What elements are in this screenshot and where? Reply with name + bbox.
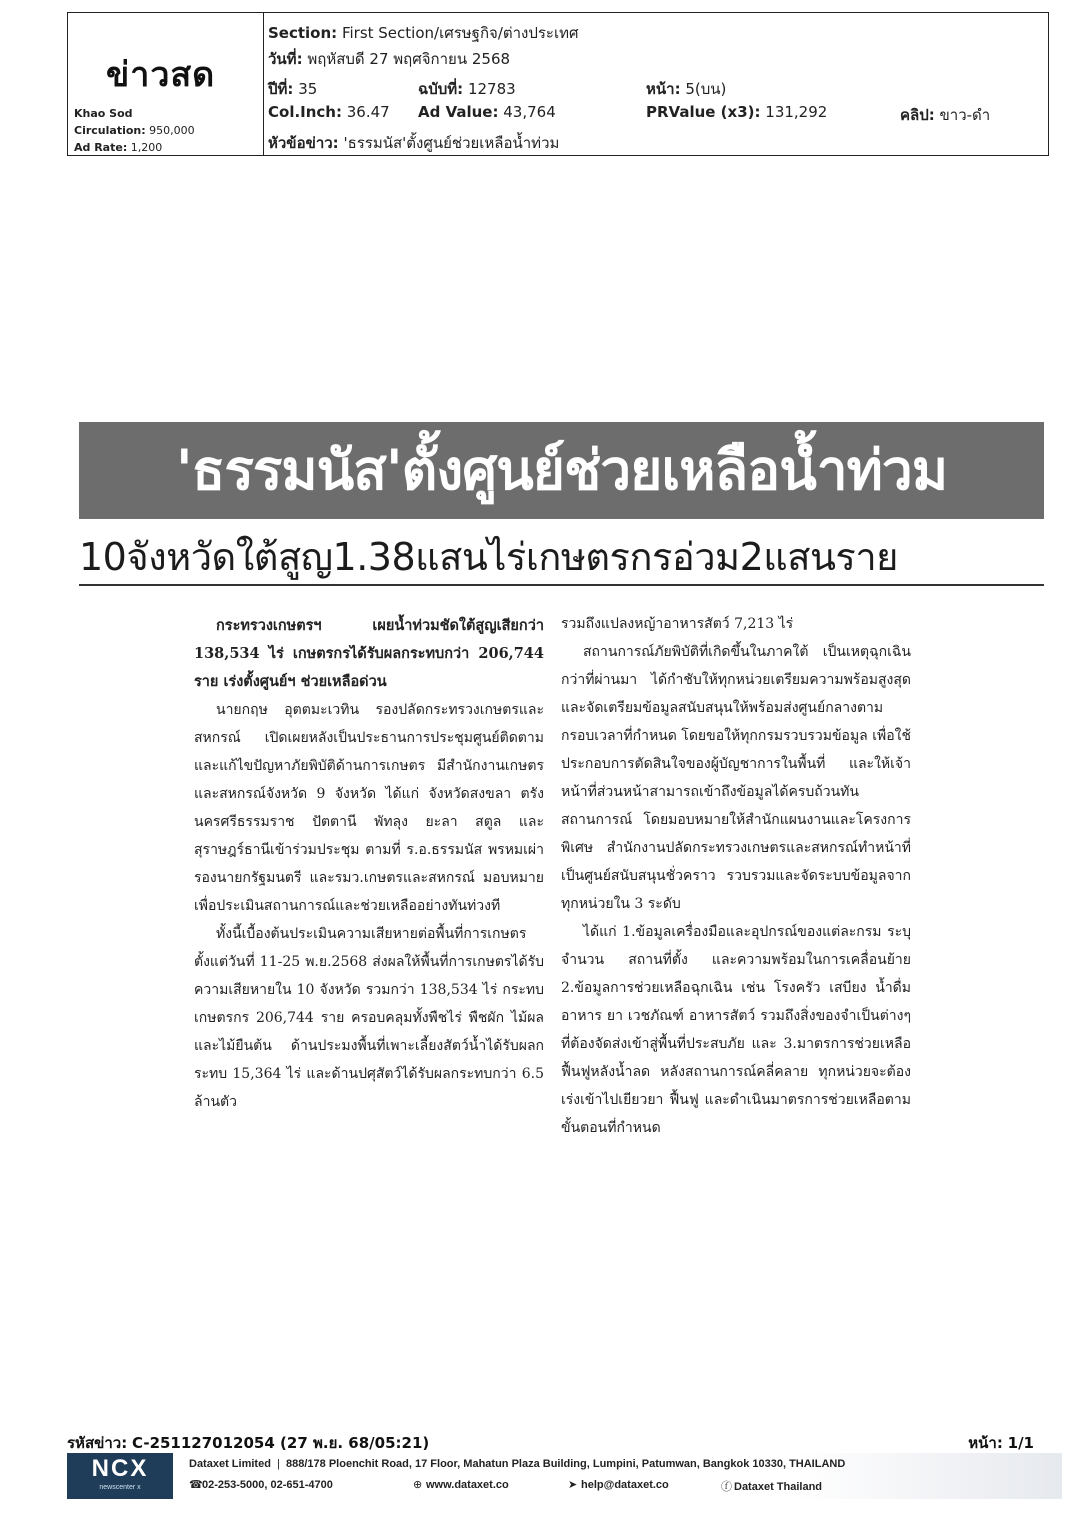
publication-logo: ข่าวสด bbox=[106, 55, 216, 95]
pr-value: PRValue (x3): 131,292 bbox=[646, 103, 828, 121]
page-count: หน้า: 1/1 bbox=[968, 1434, 1034, 1452]
clipping-details bbox=[268, 13, 1048, 155]
ad-value: Ad Value: 43,764 bbox=[418, 103, 556, 121]
phone-icon: ☎ bbox=[189, 1479, 203, 1491]
facebook-icon: ⓕ bbox=[721, 1481, 732, 1493]
article-column-right bbox=[561, 610, 911, 1142]
article-lead: กระทรวงเกษตรฯ เผยน้ำท่วมชัดใต้สูญเสียกว่า 138,534 ไร่ เกษตรกรได้รับผลกระทบกว่า 206,744 ราย เร่งตั้งศูนย์ฯ ช่วยเหลือด่วน bbox=[194, 617, 544, 690]
page-number: หน้า: 5(บน) bbox=[646, 80, 727, 98]
footer-bar bbox=[67, 1453, 1062, 1499]
article-column-left bbox=[194, 612, 544, 1116]
circulation: Circulation: 950,000 bbox=[74, 124, 195, 137]
clip-type: คลิป: ขาว-ดำ bbox=[900, 106, 991, 124]
article-paragraph: รวมถึงแปลงหญ้าอาหารสัตว์ 7,213 ไร่ bbox=[561, 616, 794, 632]
phone[interactable]: ☎02-253-5000, 02-651-4700 bbox=[189, 1479, 333, 1491]
article-paragraph: ทั้งนี้เบื้องต้นประเมินความเสียหายต่อพื้นที่การเกษตร ตั้งแต่วันที่ 11-25 พ.ย.2568 ส่งผลให้พื้นที่การเกษตรได้รับความเสียหายใน 10 จังหวัด รวมกว่า 138,534 ไร่ กระทบเกษตรกร 206,744 ราย ครอบคลุมทั้งพืชไร่ พืชผัก ไม้ผล และไม้ยืนต้น ด้านประมงพื้นที่เพาะเลี้ยงสัตว์น้ำได้รับผลกระทบ 15,364 ไร่ และด้านปศุสัตว์ได้รับผลกระทบกว่า 6.5 ล้านตัว bbox=[194, 926, 544, 1110]
publication-name: Khao Sod bbox=[74, 107, 133, 120]
globe-icon: ⊕ bbox=[413, 1479, 423, 1491]
email-link[interactable]: ➤ help@dataxet.co bbox=[568, 1479, 669, 1491]
date: วันที่: พฤหัสบดี 27 พฤศจิกายน 2568 bbox=[268, 50, 511, 68]
article-paragraph: สถานการณ์ภัยพิบัติที่เกิดขึ้นในภาคใต้ เป็นเหตุฉุกเฉินกว่าที่ผ่านมา ได้กำชับให้ทุกหน่วยเตรียมความพร้อมสูงสุด และจัดเตรียมข้อมูลสนับสนุนให้พร้อมส่งศูนย์กลางตามกรอบเวลาที่กำหนด โดยขอให้ทุกกรมรวบรวมข้อมูล เพื่อใช้ประกอบการตัดสินใจของผู้บัญชาการในพื้นที่ และให้เจ้าหน้าที่ส่วนหน้าสามารถเข้าถึงข้อมูลได้ครบถ้วนทันสถานการณ์ โดยมอบหมายให้สำนักแผนงานและโครงการพิเศษ สำนักงานปลัดกระทรวงเกษตรและสหกรณ์ทำหน้าที่เป็นศูนย์สนับสนุนชั่วคราว รวบรวมและจัดระบบข้อมูลจากทุกหน่วยใน 3 ระดับ bbox=[561, 644, 911, 912]
company-address: Dataxet Limited | 888/178 Ploenchit Road, 17 Floor, Mahatun Plaza Building, Lumpini, Patumwan, Bangkok 10330, THAILAND bbox=[189, 1458, 846, 1470]
year: ปีที่: 35 bbox=[268, 80, 318, 98]
article-subheadline: 10จังหวัดใต้สูญ1.38แสนไร่เกษตรกรอ่วม2แสนราย bbox=[79, 530, 1044, 586]
send-icon: ➤ bbox=[568, 1479, 578, 1491]
article-paragraph: ได้แก่ 1.ข้อมูลเครื่องมือและอุปกรณ์ของแต่ละกรม ระบุจำนวน สถานที่ตั้ง และความพร้อมในการเคลื่อนย้าย 2.ข้อมูลการช่วยเหลือฉุกเฉิน เช่น โรงครัว เสบียง น้ำดื่ม อาหาร ยา เวชภัณฑ์ อาหารสัตว์ รวมถึงสิ่งของจำเป็นต่างๆ ที่ต้องจัดส่งเข้าสู่พื้นที่ประสบภัย และ 3.มาตรการช่วยเหลือฟื้นฟูหลังน้ำลด หลังสถานการณ์คลี่คลาย ทุกหน่วยจะต้องเร่งเข้าไปเยียวยา ฟื้นฟู และดำเนินมาตรการช่วยเหลือตามขั้นตอนที่กำหนด bbox=[561, 924, 911, 1136]
publication-panel bbox=[68, 13, 264, 155]
facebook-link[interactable]: ⓕ Dataxet Thailand bbox=[721, 1478, 822, 1494]
section: Section: First Section/เศรษฐกิจ/ต่างประเทศ bbox=[268, 24, 579, 42]
news-code: รหัสข่าว: C-251127012054 (27 พ.ย. 68/05:21) bbox=[67, 1434, 430, 1452]
clipping-header bbox=[67, 12, 1049, 156]
headline-summary: หัวข้อข่าว: 'ธรรมนัส'ตั้งศูนย์ช่วยเหลือน้ำท่วม bbox=[268, 134, 560, 152]
issue-number: ฉบับที่: 12783 bbox=[418, 80, 516, 98]
footer-info bbox=[173, 1453, 1062, 1499]
ncx-logo: NCX newscenter x bbox=[67, 1453, 173, 1499]
article-headline: 'ธรรมนัส'ตั้งศูนย์ช่วยเหลือน้ำท่วม bbox=[175, 438, 948, 502]
col-inch: Col.Inch: 36.47 bbox=[268, 103, 390, 121]
website-link[interactable]: ⊕ www.dataxet.co bbox=[413, 1479, 509, 1491]
headline-banner bbox=[79, 422, 1044, 519]
article-paragraph: นายกฤษ อุตตมะเวทิน รองปลัดกระทรวงเกษตรและสหกรณ์ เปิดเผยหลังเป็นประธานการประชุมศูนย์ติดตามและแก้ไขปัญหาภัยพิบัติด้านการเกษตร มีสำนักงานเกษตรและสหกรณ์จังหวัด 9 จังหวัด ได้แก่ จังหวัดสงขลา ตรัง นครศรีธรรมราช ปัตตานี พัทลุง ยะลา สตูล และสุราษฎร์ธานีเข้าร่วมประชุม ตามที่ ร.อ.ธรรมนัส พรหมเผ่า รองนายกรัฐมนตรี และรมว.เกษตรและสหกรณ์ มอบหมายเพื่อประเมินสถานการณ์และช่วยเหลืออย่างทันท่วงที bbox=[194, 702, 544, 914]
ad-rate: Ad Rate: 1,200 bbox=[74, 141, 163, 154]
